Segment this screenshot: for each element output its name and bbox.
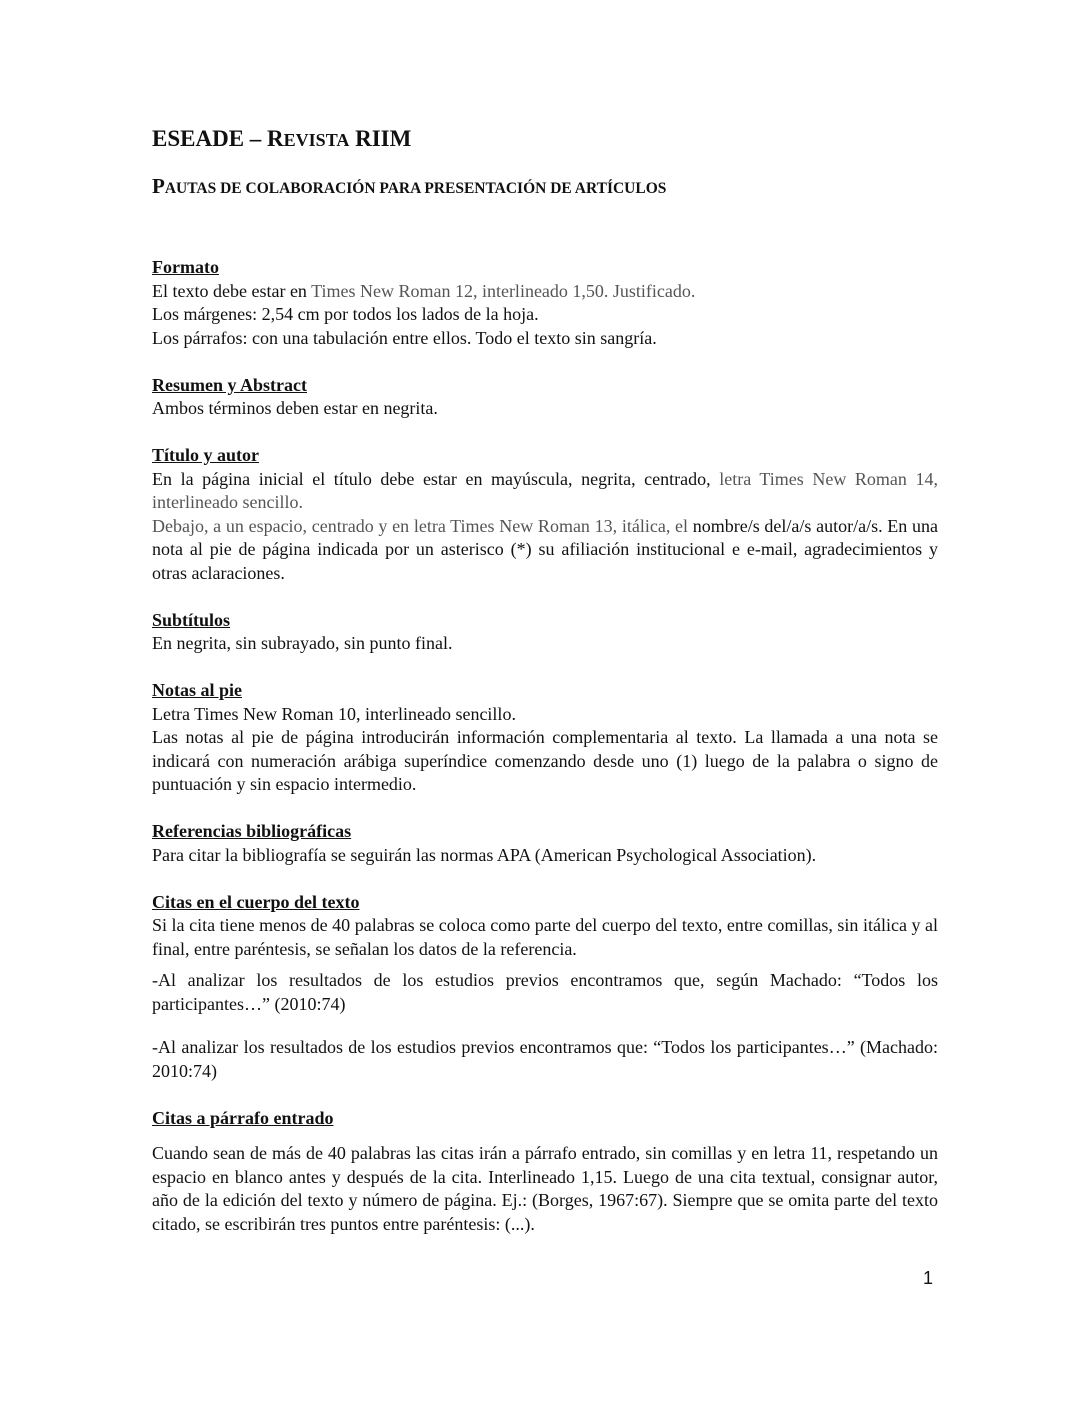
section-formato <box>152 256 938 350</box>
formato-line-3: Los párrafos: con una tabulación entre ellos. Todo el texto sin sangría. <box>152 327 657 348</box>
subtitle-smallcaps: AUTAS DE COLABORACIÓN PARA PRESENTACIÓN DE ARTÍCULOS <box>164 180 667 197</box>
section-heading: Resumen y Abstract <box>152 374 307 395</box>
section-citas-cuerpo <box>152 891 938 1084</box>
document-body <box>152 256 938 1260</box>
titulo-p1-a: En la página inicial el título debe estar en mayúscula, negrita, centrado, <box>152 468 720 489</box>
title-initial: R <box>267 126 284 151</box>
citas-example-2: -Al analizar los resultados de los estudios previos encontramos que: “Todos los participantes…” (Machado: 2010:74) <box>152 1037 938 1081</box>
heading-spacer <box>152 1130 938 1142</box>
titulo-paragraph-1 <box>152 468 938 515</box>
title-suffix: RIIM <box>349 126 412 151</box>
formato-line-1 <box>152 280 938 304</box>
titulo-p1-b: letra Times New Roman 14, interlineado sencillo. <box>152 468 938 512</box>
formato-line-2: Los márgenes: 2,54 cm por todos los lados de la hoja. <box>152 304 539 324</box>
section-subtitulos <box>152 609 938 656</box>
citas-cuerpo-paragraph: Si la cita tiene menos de 40 palabras se coloca como parte del cuerpo del texto, entre comillas, sin itálica y al final, entre paréntesis, se señalan los datos de la referencia. <box>152 915 938 959</box>
section-referencias <box>152 820 938 867</box>
title-smallcaps: EVISTA <box>283 130 350 150</box>
section-heading: Referencias bibliográficas <box>152 821 352 841</box>
subtitulos-text: En negrita, sin subrayado, sin punto final. <box>152 633 453 653</box>
titulo-p2-a: Debajo, a un espacio, centrado y en letra Times New Roman 13, itálica, el <box>152 515 693 536</box>
section-titulo <box>152 444 938 585</box>
subtitle-initial: P <box>152 174 165 198</box>
section-resumen <box>152 374 938 421</box>
section-heading: Citas a párrafo entrado <box>152 1107 334 1128</box>
citas-parrafo-paragraph: Cuando sean de más de 40 palabras las citas irán a párrafo entrado, sin comillas y en letra 11, respetando un espacio en blanco antes y después de la cita. Interlineado 1,15. Luego de una cita textual, consignar autor, año de la edición del texto y número de página. Ej.: (Borges, 1967:67). Siempre que se omita parte del texto citado, se escribirán tres puntos entre paréntesis: (...). <box>152 1143 938 1234</box>
section-heading: Subtítulos <box>152 609 231 630</box>
section-citas-parrafo <box>152 1107 938 1237</box>
page-number: 1 <box>923 1268 934 1288</box>
citas-example-1: -Al analizar los resultados de los estudios previos encontramos que, según Machado: “Todos los participantes…” (2010:74) <box>152 970 938 1014</box>
formato-line-1-b: Times New Roman 12, interlineado 1,50. Justificado. <box>311 280 696 301</box>
document-title <box>152 126 411 152</box>
notas-line-1: Letra Times New Roman 10, interlineado sencillo. <box>152 703 516 724</box>
section-notas <box>152 679 938 797</box>
section-heading: Formato <box>152 257 219 277</box>
section-heading: Título y autor <box>152 445 260 465</box>
section-heading: Notas al pie <box>152 680 242 700</box>
section-heading: Citas en el cuerpo del texto <box>152 891 360 912</box>
resumen-text: Ambos términos deben estar en negrita. <box>152 398 438 418</box>
referencias-text: Para citar la bibliografía se seguirán las normas APA (American Psychological Association). <box>152 844 817 865</box>
title-prefix: ESEADE – <box>152 126 268 151</box>
document-subtitle <box>152 174 666 199</box>
notas-paragraph: Las notas al pie de página introducirán información complementaria al texto. La llamada a una nota se indicará con numeración arábiga superíndice comenzando desde uno (1) luego de la palabra o signo de puntuación y sin espacio intermedio. <box>152 727 938 794</box>
titulo-p2-b: nombre/s del/a/s autor/a/s. En una nota al pie de página indicada por un asterisco (*) su afiliación institucional e e-mail, agradecimientos y otras aclaraciones. <box>152 515 938 583</box>
titulo-paragraph-2 <box>152 515 938 586</box>
formato-line-1-a: El texto debe estar en <box>152 280 312 301</box>
